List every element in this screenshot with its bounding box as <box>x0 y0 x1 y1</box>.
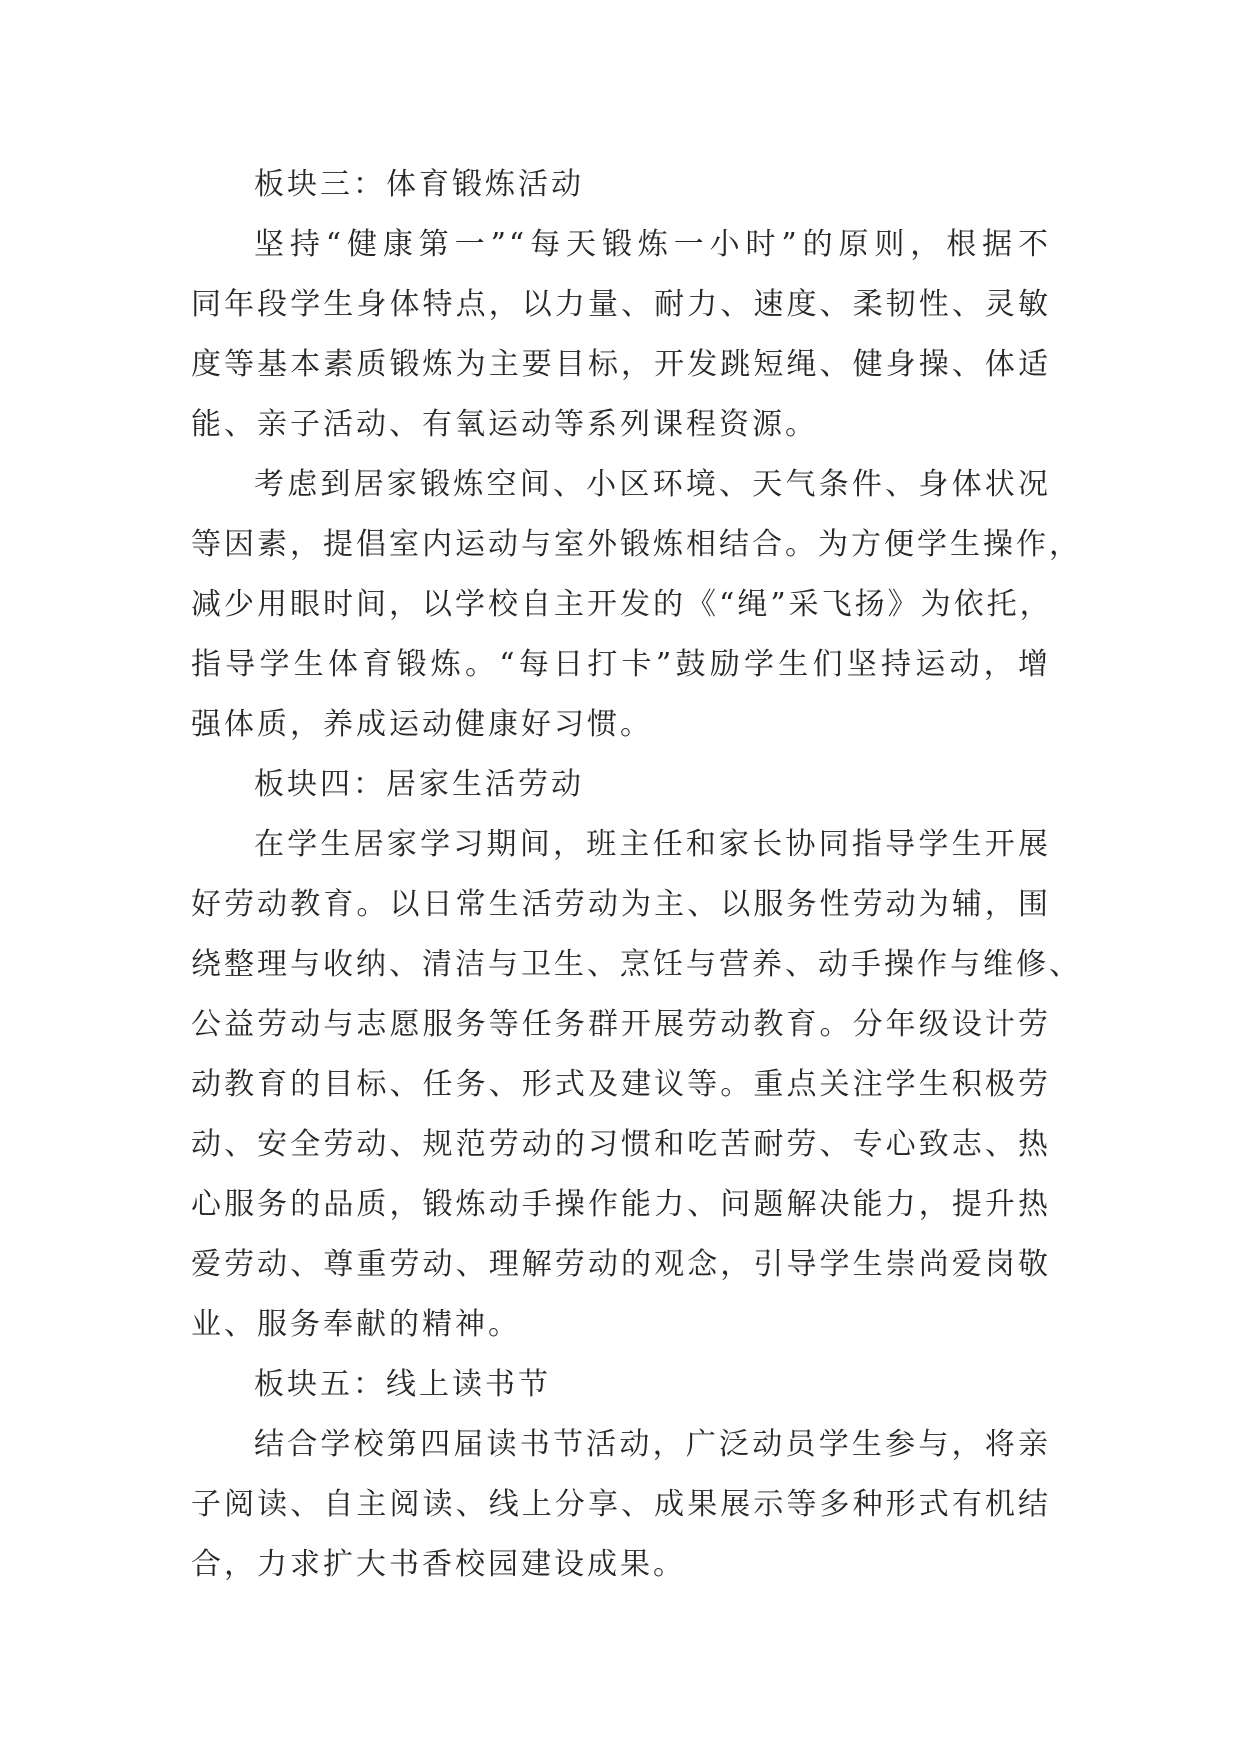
paragraph-line: 坚持“健康第一”“每天锻炼一小时”的原则，根据不 <box>254 227 1051 262</box>
paragraph-line: 能、亲子活动、有氧运动等系列课程资源。 <box>191 407 818 442</box>
paragraph-sports-principle <box>191 215 1051 455</box>
paragraph-line: 度等基本素质锻炼为主要目标，开发跳短绳、健身操、体适 <box>191 347 1051 382</box>
paragraph-line: 业、服务奉献的精神。 <box>191 1307 521 1342</box>
heading-text: 板块三：体育锻炼活动 <box>254 167 584 202</box>
paragraph-line: 指导学生体育锻炼。“每日打卡”鼓励学生们坚持运动，增 <box>191 647 1051 682</box>
heading-text: 板块五：线上读书节 <box>254 1367 551 1402</box>
section-heading-5 <box>191 1355 1051 1415</box>
heading-text: 板块四：居家生活劳动 <box>254 767 584 802</box>
paragraph-line: 等因素，提倡室内运动与室外锻炼相结合。为方便学生操作， <box>191 527 1082 562</box>
paragraph-labor-education <box>191 815 1082 1355</box>
paragraph-line: 爱劳动、尊重劳动、理解劳动的观念，引导学生崇尚爱岗敬 <box>191 1247 1051 1282</box>
section-heading-4 <box>191 755 1051 815</box>
paragraph-line: 好劳动教育。以日常生活劳动为主、以服务性劳动为辅，围 <box>191 887 1051 922</box>
paragraph-line: 在学生居家学习期间，班主任和家长协同指导学生开展 <box>254 827 1051 862</box>
paragraph-reading-festival <box>191 1415 1051 1595</box>
paragraph-line: 结合学校第四届读书节活动，广泛动员学生参与，将亲 <box>254 1427 1051 1462</box>
paragraph-home-exercise <box>191 455 1082 755</box>
paragraph-line: 动、安全劳动、规范劳动的习惯和吃苦耐劳、专心致志、热 <box>191 1127 1051 1162</box>
paragraph-line: 合，力求扩大书香校园建设成果。 <box>191 1547 686 1582</box>
document-body <box>191 155 1082 1595</box>
paragraph-line: 绕整理与收纳、清洁与卫生、烹饪与营养、动手操作与维修、 <box>191 947 1082 982</box>
paragraph-line: 心服务的品质，锻炼动手操作能力、问题解决能力，提升热 <box>191 1187 1051 1222</box>
section-heading-3 <box>191 155 1051 215</box>
paragraph-line: 子阅读、自主阅读、线上分享、成果展示等多种形式有机结 <box>191 1487 1051 1522</box>
paragraph-line: 公益劳动与志愿服务等任务群开展劳动教育。分年级设计劳 <box>191 1007 1051 1042</box>
paragraph-line: 同年段学生身体特点，以力量、耐力、速度、柔韧性、灵敏 <box>191 287 1051 322</box>
paragraph-line: 动教育的目标、任务、形式及建议等。重点关注学生积极劳 <box>191 1067 1051 1102</box>
paragraph-line: 考虑到居家锻炼空间、小区环境、天气条件、身体状况 <box>254 467 1051 502</box>
paragraph-line: 强体质，养成运动健康好习惯。 <box>191 707 653 742</box>
paragraph-line: 减少用眼时间，以学校自主开发的《“绳”采飞扬》为依托， <box>191 587 1053 622</box>
